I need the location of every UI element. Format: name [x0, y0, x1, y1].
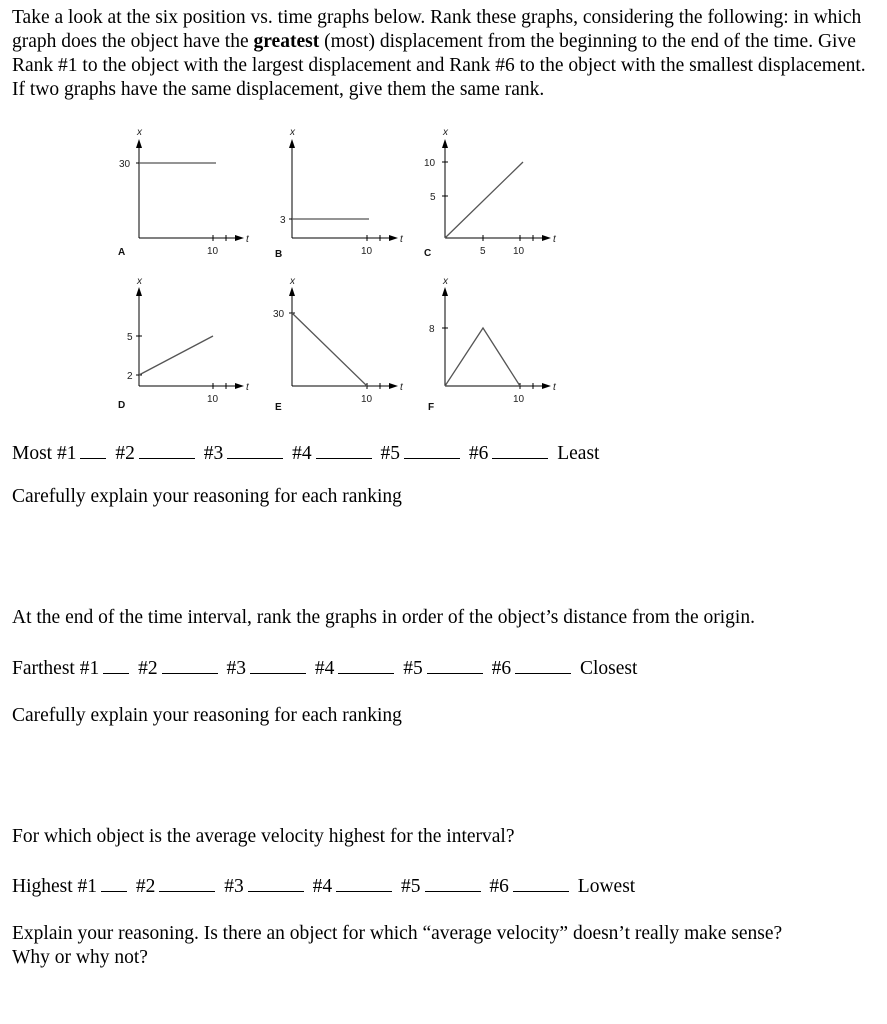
rank1-label-2: #2: [115, 443, 135, 464]
displacement-ranking-row: [12, 440, 599, 466]
graph-c-letter: C: [424, 248, 432, 259]
graph-d-ytick-5: 5: [127, 332, 133, 343]
rank1-label-3: #3: [203, 443, 224, 464]
rank2-label-4: #4: [314, 658, 335, 679]
rank-most-label: Most #1: [12, 443, 77, 464]
graph-a-x-axis-label: x: [137, 127, 142, 138]
graph-b: [275, 127, 404, 260]
graph-b-t-axis-label: t: [400, 234, 403, 245]
graph-d-letter: D: [118, 400, 126, 411]
graph-e-xtick: 10: [361, 394, 373, 405]
rank3-label-5: #5: [401, 876, 421, 897]
graph-f-x-axis-label: x: [443, 276, 448, 287]
rank3-label-4: #4: [312, 876, 333, 897]
graph-a: [118, 127, 250, 258]
rank-closest-label: Closest: [579, 658, 638, 679]
graph-e-x-axis-label: x: [290, 276, 295, 287]
graph-d-ytick-2: 2: [127, 371, 133, 382]
graph-e-x-arrow-icon: [389, 383, 398, 389]
rank1-blank-5[interactable]: [404, 440, 460, 459]
rank2-label-2: #2: [138, 658, 158, 679]
rank-farthest-label: Farthest #1: [12, 658, 100, 679]
rank-lowest-label: Lowest: [577, 876, 636, 897]
graph-b-x-arrow-icon: [389, 235, 398, 241]
graph-f-xtick: 10: [513, 394, 525, 405]
graph-a-y-arrow-icon: [136, 139, 142, 148]
graph-c-t-axis-label: t: [553, 234, 556, 245]
graph-c-x-arrow-icon: [542, 235, 551, 241]
graph-c-y-arrow-icon: [442, 139, 448, 148]
rank3-label-3: #3: [224, 876, 244, 897]
graph-e: [273, 276, 404, 413]
graph-a-letter: A: [118, 247, 126, 258]
rank2-blank-3[interactable]: [250, 655, 306, 674]
rank3-blank-2[interactable]: [159, 873, 215, 892]
graph-c-ytick-10: 10: [424, 158, 436, 169]
rank1-label-5: #5: [380, 443, 400, 464]
instructions-text-1: Take a look at the six position vs. time graphs below. Rank these graphs, considering the following: in which graph does the object have the: [12, 7, 862, 52]
rank1-label-6: #6: [468, 443, 489, 464]
distance-ranking-row: [12, 655, 637, 681]
graph-c-line: [445, 162, 523, 238]
velocity-question: For which object is the average velocity highest for the interval?: [12, 826, 515, 847]
graph-a-t-axis-label: t: [246, 234, 249, 245]
rank1-blank-2[interactable]: [139, 440, 195, 459]
graph-c: [424, 127, 557, 259]
instructions-bold-word: greatest: [253, 31, 320, 52]
graph-d-line: [139, 336, 213, 375]
graph-b-ytick: 3: [280, 215, 286, 226]
rank1-blank-4[interactable]: [316, 440, 372, 459]
rank1-blank-1[interactable]: [80, 440, 106, 459]
rank3-blank-5[interactable]: [425, 873, 481, 892]
graph-c-ytick-5: 5: [430, 192, 436, 203]
graph-d-xtick: 10: [207, 394, 219, 405]
graph-c-xtick-10: 10: [513, 246, 525, 257]
explain-ranking-2: Carefully explain your reasoning for each ranking: [12, 705, 402, 726]
rank1-blank-6[interactable]: [492, 440, 548, 459]
graph-c-xtick-5: 5: [480, 246, 486, 257]
rank2-blank-1[interactable]: [103, 655, 129, 674]
graph-a-xtick: 10: [207, 246, 219, 257]
graph-f: [428, 276, 557, 413]
graph-d-x-axis-label: x: [137, 276, 142, 287]
rank2-blank-5[interactable]: [427, 655, 483, 674]
rank2-label-3: #3: [226, 658, 246, 679]
rank3-label-6: #6: [489, 876, 509, 897]
graph-e-t-axis-label: t: [400, 382, 403, 393]
instructions-text-2: (most) displacement from the beginning to the end of the time. Give Rank #1 to the object with the largest displacement and Rank #6 to the object with the smallest displacement. If two graphs have the same displacement, give them the same rank.: [12, 31, 866, 100]
graph-f-line: [445, 328, 520, 386]
explain-ranking-1: Carefully explain your reasoning for each ranking: [12, 486, 402, 507]
graph-b-y-arrow-icon: [289, 139, 295, 148]
graph-f-letter: F: [428, 402, 435, 413]
graph-b-xtick: 10: [361, 246, 373, 257]
rank3-blank-4[interactable]: [336, 873, 392, 892]
rank-highest-label: Highest #1: [12, 876, 98, 897]
graph-f-t-axis-label: t: [553, 382, 556, 393]
distance-question: At the end of the time interval, rank the graphs in order of the object’s distance from the origin.: [12, 607, 755, 628]
graph-e-letter: E: [275, 402, 282, 413]
rank2-blank-6[interactable]: [515, 655, 571, 674]
graph-d-x-arrow-icon: [235, 383, 244, 389]
explain-velocity-line-2: Why or why not?: [12, 947, 148, 968]
graph-b-letter: B: [275, 249, 283, 260]
position-time-graphs: [0, 0, 887, 440]
graph-d-t-axis-label: t: [246, 382, 249, 393]
graph-f-y-arrow-icon: [442, 287, 448, 296]
graph-e-ytick: 30: [273, 309, 285, 320]
rank2-blank-2[interactable]: [162, 655, 218, 674]
rank1-blank-3[interactable]: [227, 440, 283, 459]
graph-e-line: [292, 313, 367, 386]
rank2-label-5: #5: [403, 658, 423, 679]
rank3-blank-1[interactable]: [101, 873, 127, 892]
graph-c-x-axis-label: x: [443, 127, 448, 138]
rank1-label-4: #4: [292, 443, 312, 464]
graph-f-x-arrow-icon: [542, 383, 551, 389]
rank3-blank-6[interactable]: [513, 873, 569, 892]
rank-least-label: Least: [557, 443, 600, 464]
explain-velocity-line-1: Explain your reasoning. Is there an object for which “average velocity” doesn’t really make sense?: [12, 923, 783, 944]
velocity-ranking-row: [12, 873, 635, 899]
graph-a-x-arrow-icon: [235, 235, 244, 241]
graph-a-ytick: 30: [119, 159, 131, 170]
graph-f-ytick: 8: [429, 324, 435, 335]
graph-b-x-axis-label: x: [290, 127, 295, 138]
graph-d: [118, 276, 250, 411]
rank3-blank-3[interactable]: [248, 873, 304, 892]
graph-d-y-arrow-icon: [136, 287, 142, 296]
rank2-label-6: #6: [491, 658, 512, 679]
rank3-label-2: #2: [135, 876, 156, 897]
rank2-blank-4[interactable]: [338, 655, 394, 674]
graph-e-y-arrow-icon: [289, 287, 295, 296]
